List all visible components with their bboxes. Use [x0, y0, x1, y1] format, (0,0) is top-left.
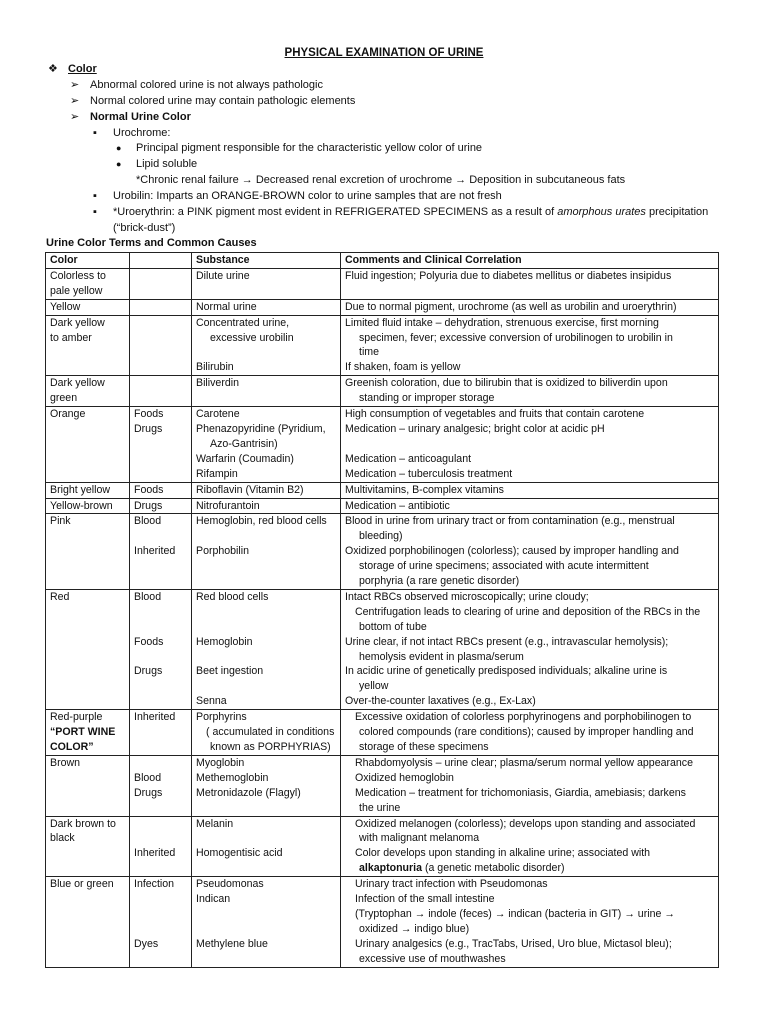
- cell-text: alkaptonuria (a genetic metabolic disorder): [359, 862, 565, 875]
- arrow-bullet-icon: ➢: [70, 110, 80, 123]
- cell-text: [134, 650, 187, 665]
- cell-text: Urinary tract infection with Pseudomonas: [355, 878, 548, 891]
- cell-text: [134, 620, 187, 635]
- cell-text: Due to normal pigment, urochrome (as well as urobilin and uroerythrin): [345, 300, 677, 313]
- cell-category: [130, 589, 192, 709]
- table-row: [46, 816, 719, 877]
- cell-comment: [341, 589, 719, 709]
- cell-substance: [192, 315, 341, 376]
- cell-category: [130, 407, 192, 483]
- cell-text: [196, 650, 336, 665]
- table-row: [46, 755, 719, 816]
- cell-text: Medication – urinary analgesic; bright color at acidic pH: [345, 422, 605, 435]
- cell-comment: [341, 299, 719, 315]
- cell-substance: [192, 268, 341, 299]
- cell-category: [130, 877, 192, 967]
- outline-line: [0, 189, 768, 205]
- cell-text: Rhabdomyolysis – urine clear; plasma/serum normal yellow appearance: [355, 756, 693, 769]
- square-bullet-icon: ▪: [93, 206, 97, 219]
- cell-text: Urinary analgesics (e.g., TracTabs, Urised, Uro blue, Mictasol bleu);: [355, 937, 672, 950]
- cell-text: Colorless to: [50, 269, 106, 282]
- cell-text: Red: [50, 590, 70, 603]
- cell-text: Melanin: [196, 817, 234, 830]
- cell-category: [130, 816, 192, 877]
- cell-substance: [192, 816, 341, 877]
- cell-text: [196, 679, 336, 694]
- cell-text: pale yellow: [50, 284, 103, 297]
- cell-text: Medication – antibiotic: [345, 499, 450, 512]
- cell-color: [46, 877, 130, 967]
- cell-text: Pink: [50, 515, 71, 528]
- dot-bullet-icon: ●: [116, 159, 122, 170]
- bold-term: alkaptonuria: [359, 862, 422, 875]
- cell-text: Blood: [134, 515, 162, 528]
- cell-text: Yellow: [50, 300, 81, 313]
- outline-line: [0, 205, 768, 221]
- cell-text: bleeding): [359, 530, 403, 543]
- cell-text: Excessive oxidation of colorless porphyrinogens and porphobilinogen to: [355, 711, 692, 724]
- cell-text: Blood: [134, 590, 162, 603]
- cell-text: Hemoglobin, red blood cells: [196, 515, 327, 528]
- cell-text: Red-purple: [50, 711, 103, 724]
- cell-text: Intact RBCs observed microscopically; urine cloudy;: [345, 590, 589, 603]
- cell-text: Azo-Gantrisin): [210, 437, 278, 450]
- cell-text: Myoglobin: [196, 756, 245, 769]
- cell-text: [196, 922, 336, 937]
- cell-text: Dyes: [134, 937, 159, 950]
- cell-text: Foods: [134, 635, 164, 648]
- table-row: [46, 376, 719, 407]
- cell-text: [196, 907, 336, 922]
- cell-category: [130, 514, 192, 590]
- cell-text: to amber: [50, 331, 92, 344]
- table-body: [46, 268, 719, 967]
- cell-text: Dilute urine: [196, 269, 250, 282]
- table-row: [46, 877, 719, 967]
- outline-line: [0, 78, 768, 94]
- outline-line: [0, 141, 768, 157]
- cell-text: [345, 437, 714, 452]
- cell-text: Fluid ingestion; Polyuria due to diabetes mellitus or diabetes insipidus: [345, 269, 672, 282]
- cell-substance: [192, 482, 341, 498]
- cell-comment: [341, 268, 719, 299]
- cell-text: [196, 345, 336, 360]
- cell-color: [46, 755, 130, 816]
- cell-substance: [192, 877, 341, 967]
- cell-text: Methylene blue: [196, 937, 268, 950]
- cell-text: Red blood cells: [196, 590, 269, 603]
- cell-color: [46, 407, 130, 483]
- cell-color: [46, 589, 130, 709]
- cell-text: [196, 831, 336, 846]
- cell-text: Blue or green: [50, 878, 114, 891]
- cell-text: If shaken, foam is yellow: [345, 361, 461, 374]
- cell-color: [46, 514, 130, 590]
- table-row: [46, 710, 719, 756]
- cell-text: Homogentisic acid: [196, 847, 283, 860]
- cell-text: Color develops upon standing in alkaline urine; associated with: [355, 847, 651, 860]
- cell-text: Methemoglobin: [196, 771, 269, 784]
- table-caption: Urine Color Terms and Common Causes: [46, 237, 257, 249]
- cell-text: Dark brown to: [50, 817, 116, 830]
- cell-text: Brown: [50, 756, 81, 769]
- cell-text: Warfarin (Coumadin): [196, 452, 294, 465]
- cell-text: black: [50, 832, 75, 845]
- cell-text: ( accumulated in conditions: [206, 726, 335, 739]
- cell-text: Infection: [134, 878, 175, 891]
- cell-text: Medication – tuberculosis treatment: [345, 467, 513, 480]
- outline-line: [0, 62, 768, 78]
- cell-text: Oxidized hemoglobin: [355, 771, 454, 784]
- cell-text: Riboflavin (Vitamin B2): [196, 483, 304, 496]
- cell-text: Orange: [50, 408, 86, 421]
- cell-comment: [341, 315, 719, 376]
- outline-line: [0, 157, 768, 173]
- cell-text: Hemoglobin: [196, 635, 253, 648]
- cell-text: Centrifugation leads to clearing of urine and deposition of the RBCs in the: [355, 605, 701, 618]
- cell-color: [46, 299, 130, 315]
- table-row: [46, 315, 719, 376]
- cell-comment: [341, 376, 719, 407]
- cell-text: green: [50, 392, 78, 405]
- cell-text: Inherited: [134, 711, 176, 724]
- cell-text: Over-the-counter laxatives (e.g., Ex-Lax): [345, 695, 536, 708]
- outline-text: Urobilin: Imparts an ORANGE-BROWN color to urine samples that are not fresh: [113, 190, 502, 203]
- cell-text: Greenish coloration, due to bilirubin that is oxidized to biliverdin upon: [345, 377, 668, 390]
- outline-text: *Uroerythrin: a PINK pigment most evident in REFRIGERATED SPECIMENS as a result of amorphous urates precipitation: [113, 206, 709, 219]
- color-heading: Color: [68, 63, 97, 75]
- cell-text: colored compounds (rare conditions); caused by improper handling and: [359, 726, 694, 739]
- cell-text: Blood: [134, 771, 162, 784]
- outline-line: [0, 173, 768, 189]
- cell-text: [196, 605, 336, 620]
- cell-text: [134, 831, 187, 846]
- cell-text: Infection of the small intestine: [355, 893, 495, 906]
- cell-text: Medication – anticoagulant: [345, 452, 472, 465]
- cell-text: with malignant melanoma: [359, 832, 480, 845]
- outline-line: [0, 94, 768, 110]
- header-color: Color: [46, 253, 130, 269]
- cell-color: [46, 482, 130, 498]
- cell-text: [196, 620, 336, 635]
- cell-substance: [192, 514, 341, 590]
- outline-line: [0, 221, 768, 237]
- cell-category: [130, 482, 192, 498]
- cell-text: Blood in urine from urinary tract or from contamination (e.g., menstrual: [345, 515, 675, 528]
- cell-text: Bilirubin: [196, 361, 234, 374]
- cell-text: “PORT WINE: [50, 726, 116, 739]
- dot-bullet-icon: ●: [116, 143, 122, 154]
- outline-text: Normal Urine Color: [90, 110, 191, 123]
- cell-comment: [341, 407, 719, 483]
- cell-text: Normal urine: [196, 300, 257, 313]
- cell-text: Porphobilin: [196, 545, 250, 558]
- cell-text: Limited fluid intake – dehydration, strenuous exercise, first morning: [345, 316, 659, 329]
- cell-text: [134, 605, 187, 620]
- table-row: [46, 407, 719, 483]
- arrow-bullet-icon: ➢: [70, 78, 80, 91]
- cell-text: Drugs: [134, 786, 163, 799]
- cell-text: Bright yellow: [50, 483, 111, 496]
- cell-text: excessive use of mouthwashes: [359, 952, 506, 965]
- outline-text: Normal colored urine may contain pathologic elements: [90, 94, 356, 107]
- arrow-bullet-icon: ➢: [70, 94, 80, 107]
- outline-section: [0, 62, 768, 237]
- cell-text: [134, 756, 187, 771]
- cell-text: COLOR”: [50, 741, 94, 753]
- cell-text: storage of these specimens: [359, 741, 489, 753]
- cell-comment: [341, 482, 719, 498]
- table-row: [46, 514, 719, 590]
- cell-text: Metronidazole (Flagyl): [196, 786, 301, 799]
- outline-text: Urochrome:: [113, 126, 171, 139]
- header-comments: Comments and Clinical Correlation: [341, 253, 719, 269]
- cell-text: hemolysis evident in plasma/serum: [359, 650, 524, 663]
- table-row: [46, 268, 719, 299]
- square-bullet-icon: ▪: [93, 190, 97, 203]
- cell-text: bottom of tube: [359, 620, 427, 633]
- cell-text: High consumption of vegetables and fruits that contain carotene: [345, 408, 645, 421]
- cell-text: Porphyrins: [196, 711, 247, 724]
- cell-color: [46, 710, 130, 756]
- cell-text: Beet ingestion: [196, 665, 264, 678]
- cell-comment: [341, 816, 719, 877]
- table-row: [46, 589, 719, 709]
- cell-text: storage of urine specimens; associated with acute intermittent: [359, 560, 649, 573]
- cell-text: porphyria (a rare genetic disorder): [359, 575, 520, 588]
- cell-substance: [192, 755, 341, 816]
- table-row: [46, 482, 719, 498]
- outline-text: Principal pigment responsible for the characteristic yellow color of urine: [136, 142, 483, 155]
- cell-color: [46, 498, 130, 514]
- cell-text: Foods: [134, 408, 164, 421]
- cell-text: time: [359, 346, 380, 359]
- cell-text: Medication – treatment for trichomoniasis, Giardia, amebiasis; darkens: [355, 786, 686, 799]
- cell-text: Urine clear, if not intact RBCs present (e.g., intravascular hemolysis);: [345, 635, 669, 648]
- cell-category: [130, 299, 192, 315]
- outline-text: Abnormal colored urine is not always pathologic: [90, 78, 323, 91]
- cell-text: Indican: [196, 893, 231, 906]
- cell-text: [134, 529, 187, 544]
- cell-text: oxidized → indigo blue): [359, 922, 470, 935]
- cell-category: [130, 710, 192, 756]
- cell-color: [46, 816, 130, 877]
- table-row: [46, 498, 719, 514]
- cell-text: Drugs: [134, 422, 163, 435]
- cell-text: (Tryptophan → indole (feces) → indican (bacteria in GIT) → urine →: [355, 907, 675, 920]
- cell-color: [46, 268, 130, 299]
- cell-text: Oxidized melanogen (colorless); develops upon standing and associated: [355, 817, 696, 830]
- square-bullet-icon: ▪: [93, 126, 97, 139]
- cell-text: Yellow-brown: [50, 499, 113, 512]
- diamond-bullet-icon: ❖: [48, 63, 58, 75]
- cell-comment: [341, 710, 719, 756]
- cell-text: Inherited: [134, 545, 176, 558]
- table-row: [46, 299, 719, 315]
- cell-text: yellow: [359, 680, 389, 693]
- cell-text: [134, 922, 187, 937]
- cell-substance: [192, 498, 341, 514]
- cell-text: Dark yellow: [50, 316, 105, 329]
- cell-category: [130, 268, 192, 299]
- cell-text: [134, 892, 187, 907]
- cell-comment: [341, 877, 719, 967]
- cell-text: standing or improper storage: [359, 392, 495, 405]
- cell-substance: [192, 589, 341, 709]
- cell-text: Oxidized porphobilinogen (colorless); caused by improper handling and: [345, 545, 679, 558]
- cell-comment: [341, 514, 719, 590]
- cell-text: [196, 529, 336, 544]
- cell-text: [134, 817, 187, 832]
- cell-substance: [192, 376, 341, 407]
- cell-color: [46, 376, 130, 407]
- cell-text: Phenazopyridine (Pyridium,: [196, 422, 326, 435]
- cell-text: Biliverdin: [196, 377, 239, 390]
- cell-text: Drugs: [134, 665, 163, 678]
- header-category: [130, 253, 192, 269]
- cell-text: Nitrofurantoin: [196, 499, 260, 512]
- cell-text: Inherited: [134, 847, 176, 860]
- cell-category: [130, 498, 192, 514]
- color-terms-table: [45, 252, 719, 968]
- cell-category: [130, 376, 192, 407]
- cell-color: [46, 315, 130, 376]
- outline-line: [0, 126, 768, 142]
- cell-text: the urine: [359, 801, 401, 814]
- cell-comment: [341, 498, 719, 514]
- outline-text: Lipid soluble: [136, 158, 198, 171]
- cell-text: specimen, fever; excessive conversion of urobilinogen to urobilin in: [359, 331, 673, 344]
- cell-text: Dark yellow: [50, 377, 105, 390]
- cell-text: Senna: [196, 695, 227, 708]
- cell-text: In acidic urine of genetically predisposed individuals; alkaline urine is: [345, 665, 668, 678]
- cell-text: [134, 907, 187, 922]
- outline-line: [0, 110, 768, 126]
- cell-text: excessive urobilin: [210, 331, 294, 344]
- cell-substance: [192, 299, 341, 315]
- cell-category: [130, 315, 192, 376]
- cell-category: [130, 755, 192, 816]
- outline-text: *Chronic renal failure → Decreased renal excretion of urochrome → Deposition in subcutaneous fats: [136, 174, 626, 187]
- cell-text: known as PORPHYRIAS): [210, 741, 331, 753]
- cell-text: Foods: [134, 483, 164, 496]
- outline-text: (“brick-dust”): [113, 221, 176, 234]
- cell-text: Pseudomonas: [196, 878, 264, 891]
- cell-text: Carotene: [196, 408, 240, 421]
- cell-substance: [192, 710, 341, 756]
- doc-title: PHYSICAL EXAMINATION OF URINE: [284, 47, 484, 59]
- cell-text: Drugs: [134, 499, 163, 512]
- cell-text: Concentrated urine,: [196, 316, 290, 329]
- header-substance: Substance: [192, 253, 341, 269]
- cell-substance: [192, 407, 341, 483]
- cell-text: Multivitamins, B-complex vitamins: [345, 483, 504, 496]
- table-header-row: [46, 253, 719, 269]
- cell-comment: [341, 755, 719, 816]
- cell-text: Rifampin: [196, 467, 238, 480]
